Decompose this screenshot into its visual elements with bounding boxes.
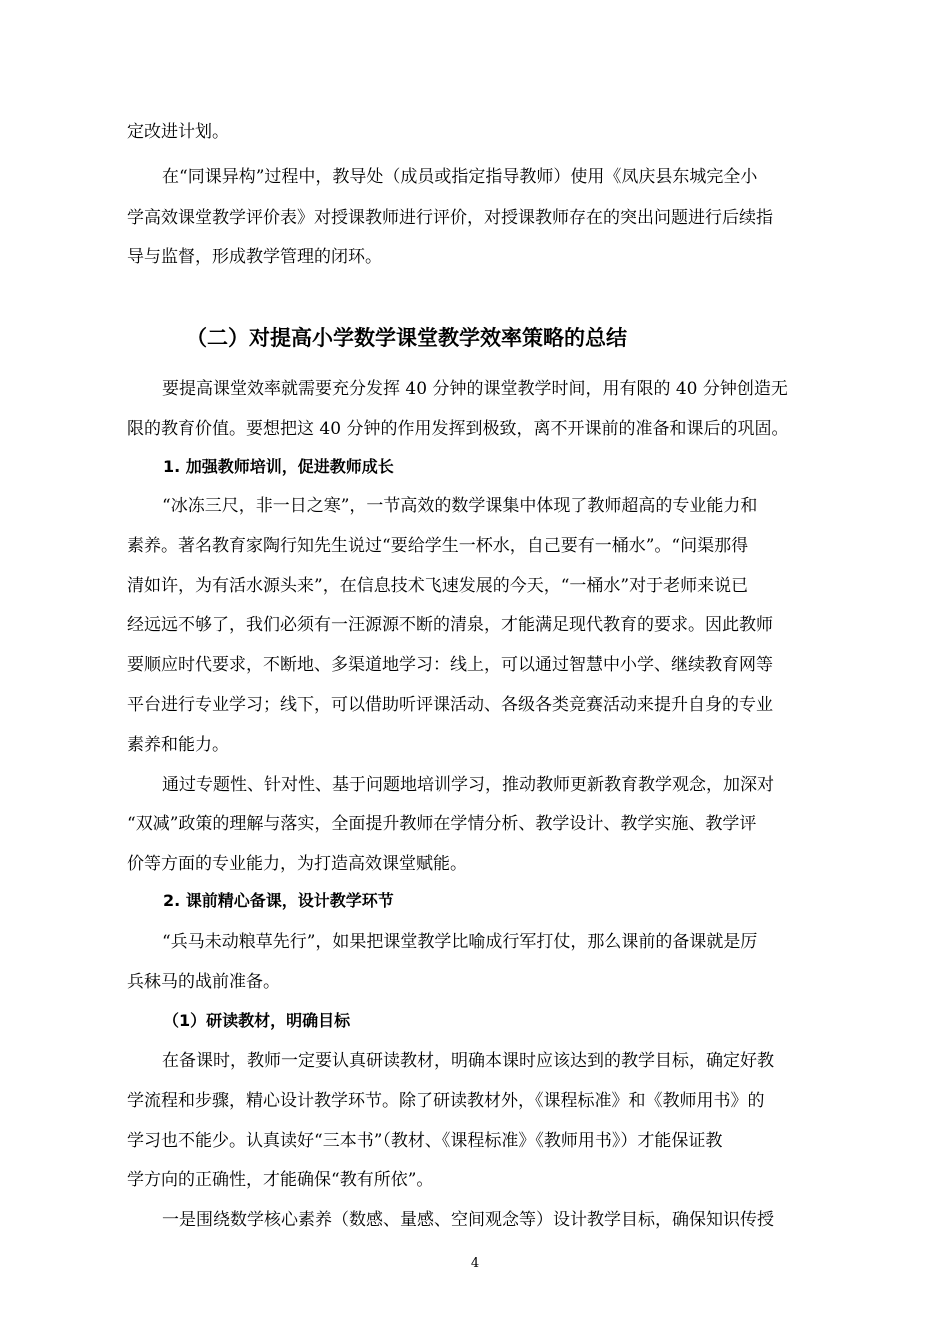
paragraph-line: 学习也不能少。认真读好“三本书”（教材、《课程标准》《教师用书》）才能保证教 xyxy=(127,1131,723,1151)
paragraph-line: 限的教育价值。要想把这 40 分钟的作用发挥到极致，离不开课前的准备和课后的巩固。 xyxy=(127,419,789,439)
paragraph-line: 经远远不够了，我们必须有一汪源源不断的清泉，才能满足现代教育的要求。因此教师 xyxy=(127,615,773,635)
subsection-heading: （1）研读教材，明确目标 xyxy=(163,1011,351,1030)
paragraph-line: 学高效课堂教学评价表》对授课教师进行评价，对授课教师存在的突出问题进行后续指 xyxy=(127,208,773,228)
paragraph-line: “冰冻三尺，非一日之寒”，一节高效的数学课集中体现了教师超高的专业能力和 xyxy=(162,496,758,516)
page-number: 4 xyxy=(470,1256,480,1271)
paragraph-line: 要提高课堂效率就需要充分发挥 40 分钟的课堂教学时间，用有限的 40 分钟创造无 xyxy=(162,379,788,399)
subsection-heading: 1. 加强教师培训，促进教师成长 xyxy=(163,457,394,476)
paragraph-line: 通过专题性、针对性、基于问题地培训学习，推动教师更新教育教学观念，加深对 xyxy=(162,775,774,795)
paragraph-line: 要顺应时代要求，不断地、多渠道地学习：线上，可以通过智慧中小学、继续教育网等 xyxy=(127,655,773,675)
paragraph-line: “兵马未动粮草先行”，如果把课堂教学比喻成行军打仗，那么课前的备课就是厉 xyxy=(162,932,758,952)
paragraph-line: 学流程和步骤，精心设计教学环节。除了研读教材外，《课程标准》和《教师用书》的 xyxy=(127,1091,765,1111)
section-heading: （二）对提高小学数学课堂教学效率策略的总结 xyxy=(186,326,627,350)
paragraph-line: 素养和能力。 xyxy=(127,735,229,755)
paragraph-line: “双减”政策的理解与落实，全面提升教师在学情分析、教学设计、教学实施、教学评 xyxy=(127,814,757,834)
paragraph-line: 在备课时，教师一定要认真研读教材，明确本课时应该达到的教学目标，确定好教 xyxy=(162,1051,774,1071)
subsection-heading: 2. 课前精心备课，设计教学环节 xyxy=(163,891,394,910)
paragraph-line: 一是围绕数学核心素养（数感、量感、空间观念等）设计教学目标，确保知识传授 xyxy=(162,1210,774,1230)
paragraph-line: 价等方面的专业能力，为打造高效课堂赋能。 xyxy=(127,854,467,874)
paragraph-line: 在“同课异构”过程中，教导处（成员或指定指导教师）使用《凤庆县东城完全小 xyxy=(162,167,758,187)
paragraph-line: 导与监督，形成教学管理的闭环。 xyxy=(127,247,382,267)
paragraph-line: 平台进行专业学习；线下，可以借助听评课活动、各级各类竞赛活动来提升自身的专业 xyxy=(127,695,773,715)
paragraph-line: 定改进计划。 xyxy=(127,122,229,142)
paragraph-line: 清如许，为有活水源头来”，在信息技术飞速发展的今天，“一桶水”对于老师来说已 xyxy=(127,576,749,596)
paragraph-line: 素养。著名教育家陶行知先生说过“要给学生一杯水，自己要有一桶水”。“问渠那得 xyxy=(127,536,749,556)
paragraph-line: 兵秣马的战前准备。 xyxy=(127,972,280,992)
paragraph-line: 学方向的正确性，才能确保“教有所依”。 xyxy=(127,1170,434,1190)
